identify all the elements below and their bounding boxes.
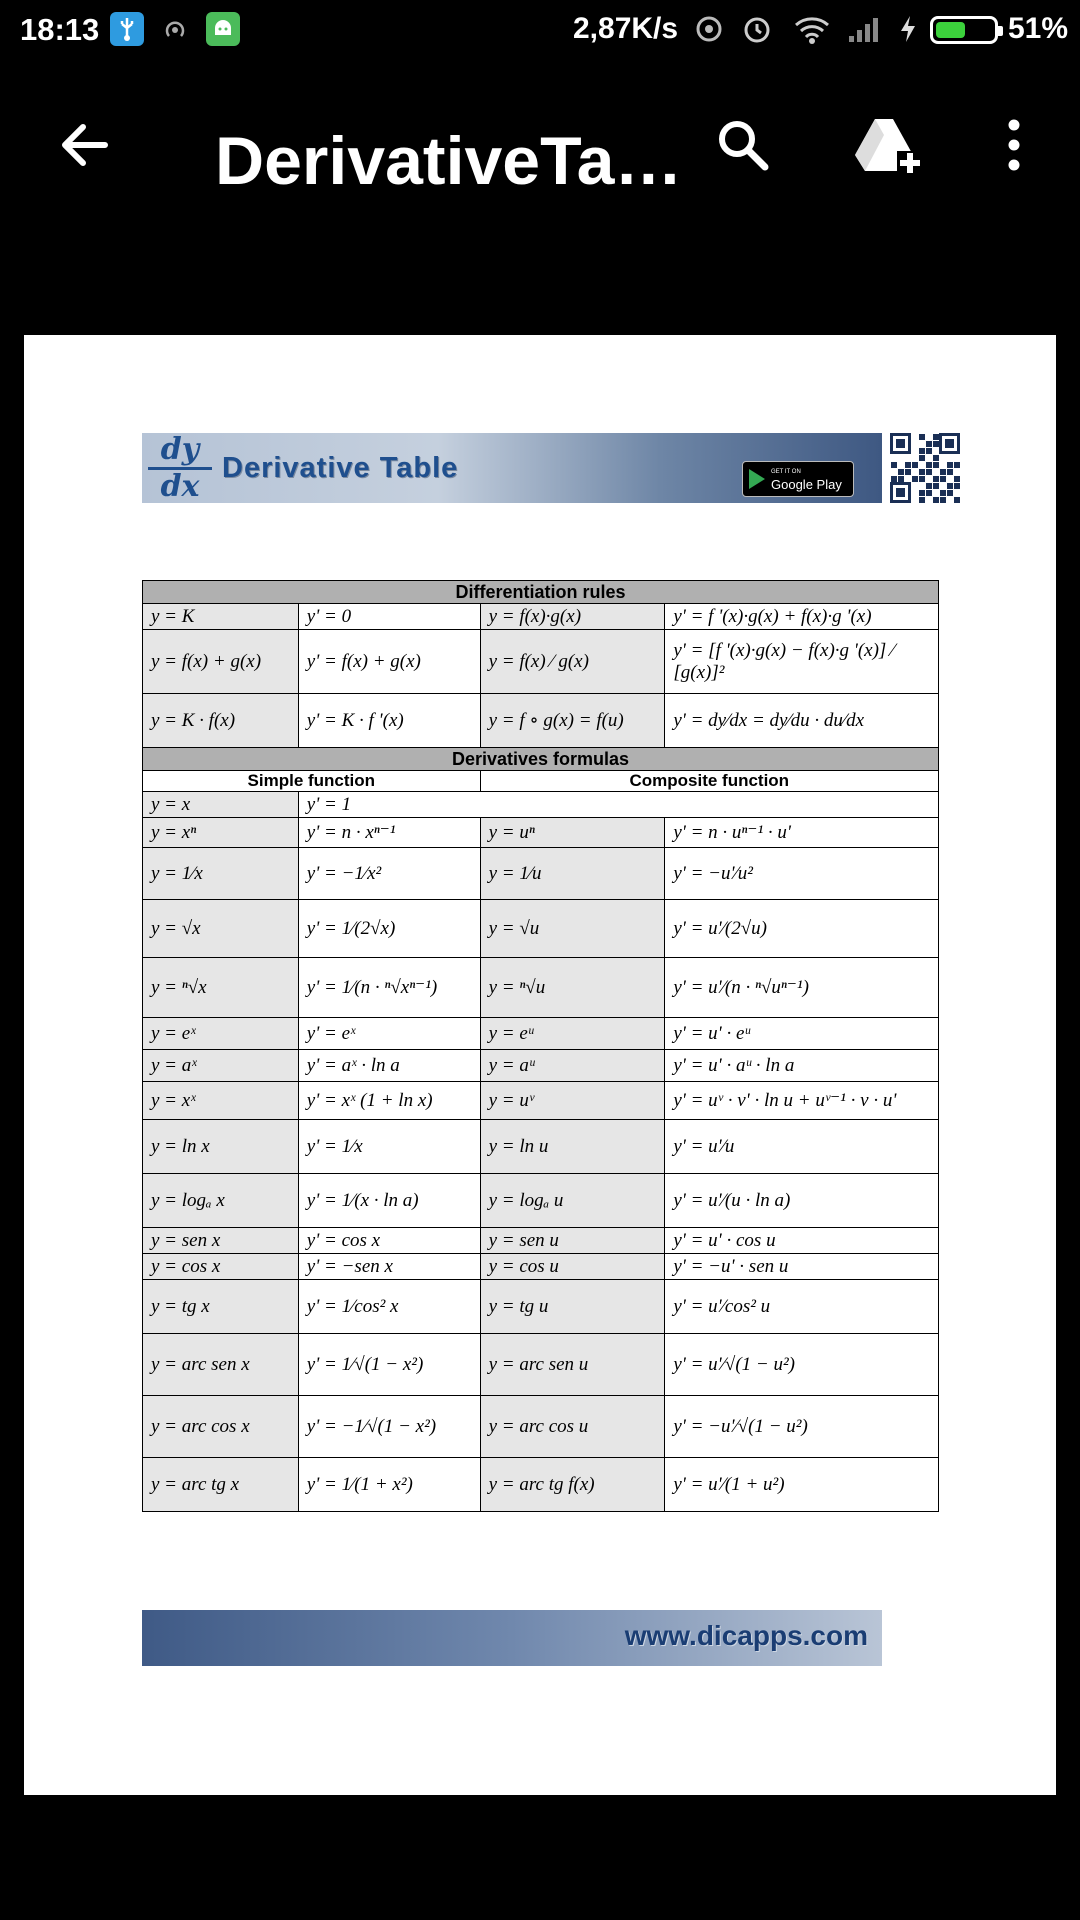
formulas-header: Derivatives formulas [143, 748, 939, 771]
signal-icon [846, 12, 886, 46]
formula-cell: y = eᵘ [480, 1018, 665, 1050]
table-row [143, 1174, 939, 1228]
formula-cell: y = eˣ [143, 1018, 299, 1050]
formula-cell: y' = f '(x)·g(x) + f(x)·g '(x) [665, 604, 939, 630]
formula-cell: y = aᵘ [480, 1050, 665, 1082]
qr-code [890, 433, 960, 503]
formula-cell: y = f(x) + g(x) [143, 630, 299, 694]
footer-banner [142, 1610, 882, 1666]
battery-icon [930, 16, 998, 44]
formula-cell: y' = dy⁄dx = dy⁄du · du⁄dx [665, 694, 939, 748]
formula-cell: y' = cos x [298, 1228, 480, 1254]
formula-cell: y = arc cos u [480, 1396, 665, 1458]
formula-cell: y' = uᵛ · v' · ln u + uᵛ⁻¹ · v · u' [665, 1082, 939, 1120]
document-page[interactable] [24, 335, 1056, 1795]
table-row [143, 848, 939, 900]
table-row [143, 1082, 939, 1120]
formula-cell: y = f(x) ⁄ g(x) [480, 630, 665, 694]
formula-cell: y = ⁿ√x [143, 958, 299, 1018]
status-time: 18:13 [20, 12, 100, 47]
formula-cell: y' = −u' · sen u [665, 1254, 939, 1280]
formula-cell: y' = K · f '(x) [298, 694, 480, 748]
table-row [143, 604, 939, 630]
derivative-table [142, 580, 939, 1512]
table-row [143, 1228, 939, 1254]
formula-cell: y' = u'⁄(u · ln a) [665, 1174, 939, 1228]
composite-function-header: Composite function [480, 771, 938, 792]
formula-cell: y = logₐ u [480, 1174, 665, 1228]
formula-cell: y' = 1⁄√(1 − x²) [298, 1334, 480, 1396]
formula-cell: y = cos x [143, 1254, 299, 1280]
table-row [143, 630, 939, 694]
formula-cell: y = √x [143, 900, 299, 958]
footer-url: www.dicapps.com [624, 1620, 868, 1651]
formula-cell: y = K · f(x) [143, 694, 299, 748]
formula-cell: y' = n · uⁿ⁻¹ · u' [665, 818, 939, 848]
hotspot-icon [158, 12, 192, 46]
formula-cell: y = ln u [480, 1120, 665, 1174]
table-row [143, 1254, 939, 1280]
dydx-logo: dy dx [148, 433, 212, 504]
formula-cell: y' = u'⁄cos² u [665, 1280, 939, 1334]
more-vert-icon[interactable] [1000, 115, 1028, 175]
formula-cell: y' = −1⁄√(1 − x²) [298, 1396, 480, 1458]
simple-function-header: Simple function [143, 771, 481, 792]
formula-cell: y = xⁿ [143, 818, 299, 848]
formula-cell: y' = [f '(x)·g(x) − f(x)·g '(x)] ⁄ [g(x)]² [665, 630, 939, 694]
table-row [143, 1280, 939, 1334]
formula-cell: y = aˣ [143, 1050, 299, 1082]
drive-add-icon[interactable] [853, 115, 923, 175]
table-row [143, 1018, 939, 1050]
formula-cell: y' = −1⁄x² [298, 848, 480, 900]
table-row [143, 1120, 939, 1174]
formula-cell: y' = u'⁄(2√u) [665, 900, 939, 958]
formula-cell: y = 1⁄x [143, 848, 299, 900]
formula-cell: y' = u'⁄√(1 − u²) [665, 1334, 939, 1396]
formula-cell: y' = eˣ [298, 1018, 480, 1050]
formula-cell: y = arc tg x [143, 1458, 299, 1512]
formula-cell: y = arc cos x [143, 1396, 299, 1458]
wifi-icon [790, 12, 834, 46]
formula-cell: y = tg u [480, 1280, 665, 1334]
alarm-icon [740, 12, 774, 46]
formula-cell: y = 1⁄u [480, 848, 665, 900]
formula-cell: y' = 1⁄(n · ⁿ√xⁿ⁻¹) [298, 958, 480, 1018]
table-row [143, 1396, 939, 1458]
formula-cell: y = tg x [143, 1280, 299, 1334]
network-speed: 2,87K/s [573, 12, 679, 45]
formula-cell: y = f ∘ g(x) = f(u) [480, 694, 665, 748]
table-row [143, 958, 939, 1018]
formula-cell: y = logₐ x [143, 1174, 299, 1228]
status-bar [0, 0, 1080, 60]
formula-cell: y = f(x)·g(x) [480, 604, 665, 630]
sync-icon [692, 12, 726, 46]
formula-cell: y' = xˣ (1 + ln x) [298, 1082, 480, 1120]
formula-cell: y = sen u [480, 1228, 665, 1254]
formula-cell: y' = u'⁄u [665, 1120, 939, 1174]
formula-cell: y' = 0 [298, 604, 480, 630]
formula-cell: y' = n · xⁿ⁻¹ [298, 818, 480, 848]
formula-cell: y' = f(x) + g(x) [298, 630, 480, 694]
formula-cell: y' = u' · cos u [665, 1228, 939, 1254]
table-row [143, 792, 939, 818]
formula-cell: y' = aˣ · ln a [298, 1050, 480, 1082]
play-store-icon [749, 469, 765, 489]
document-title: DerivativeTa… [215, 123, 683, 199]
formula-cell: y' = 1⁄(x · ln a) [298, 1174, 480, 1228]
table-row [143, 1334, 939, 1396]
table-row [143, 1458, 939, 1512]
formula-cell: y' = 1 [298, 792, 938, 818]
formula-cell: y' = u'⁄(1 + u²) [665, 1458, 939, 1512]
charging-icon [896, 12, 920, 46]
table-row [143, 818, 939, 848]
formula-cell: y = cos u [480, 1254, 665, 1280]
formula-cell: y' = u' · aᵘ · ln a [665, 1050, 939, 1082]
formula-cell: y' = −u'⁄u² [665, 848, 939, 900]
formula-cell: y = xˣ [143, 1082, 299, 1120]
android-icon [206, 12, 240, 46]
formula-cell: y = K [143, 604, 299, 630]
formula-cell: y = arc tg f(x) [480, 1458, 665, 1512]
rules-header: Differentiation rules [143, 581, 939, 604]
formula-cell: y = √u [480, 900, 665, 958]
formula-cell: y' = 1⁄cos² x [298, 1280, 480, 1334]
battery-percent: 51% [1008, 12, 1069, 45]
banner-title: Derivative Table [222, 451, 459, 484]
formula-cell: y' = −sen x [298, 1254, 480, 1280]
formula-cell: y = uⁿ [480, 818, 665, 848]
google-play-badge[interactable]: GET IT ON Google Play [742, 461, 854, 497]
formula-cell: y' = −u'⁄√(1 − u²) [665, 1396, 939, 1458]
formula-cell: y = x [143, 792, 299, 818]
formula-cell: y = arc sen u [480, 1334, 665, 1396]
formula-cell: y = sen x [143, 1228, 299, 1254]
table-row [143, 900, 939, 958]
formula-cell: y = ⁿ√u [480, 958, 665, 1018]
formula-cell: y' = u' · eᵘ [665, 1018, 939, 1050]
table-row [143, 1050, 939, 1082]
formula-cell: y = arc sen x [143, 1334, 299, 1396]
formula-cell: y = uᵛ [480, 1082, 665, 1120]
app-bar [0, 60, 1080, 330]
banner [142, 433, 882, 503]
usb-icon [110, 12, 144, 46]
formula-cell: y' = u'⁄(n · ⁿ√uⁿ⁻¹) [665, 958, 939, 1018]
formula-cell: y' = 1⁄(1 + x²) [298, 1458, 480, 1512]
back-arrow-icon[interactable] [55, 115, 115, 175]
search-icon[interactable] [713, 115, 773, 175]
formula-cell: y' = 1⁄x [298, 1120, 480, 1174]
table-row [143, 694, 939, 748]
formula-cell: y' = 1⁄(2√x) [298, 900, 480, 958]
formula-cell: y = ln x [143, 1120, 299, 1174]
